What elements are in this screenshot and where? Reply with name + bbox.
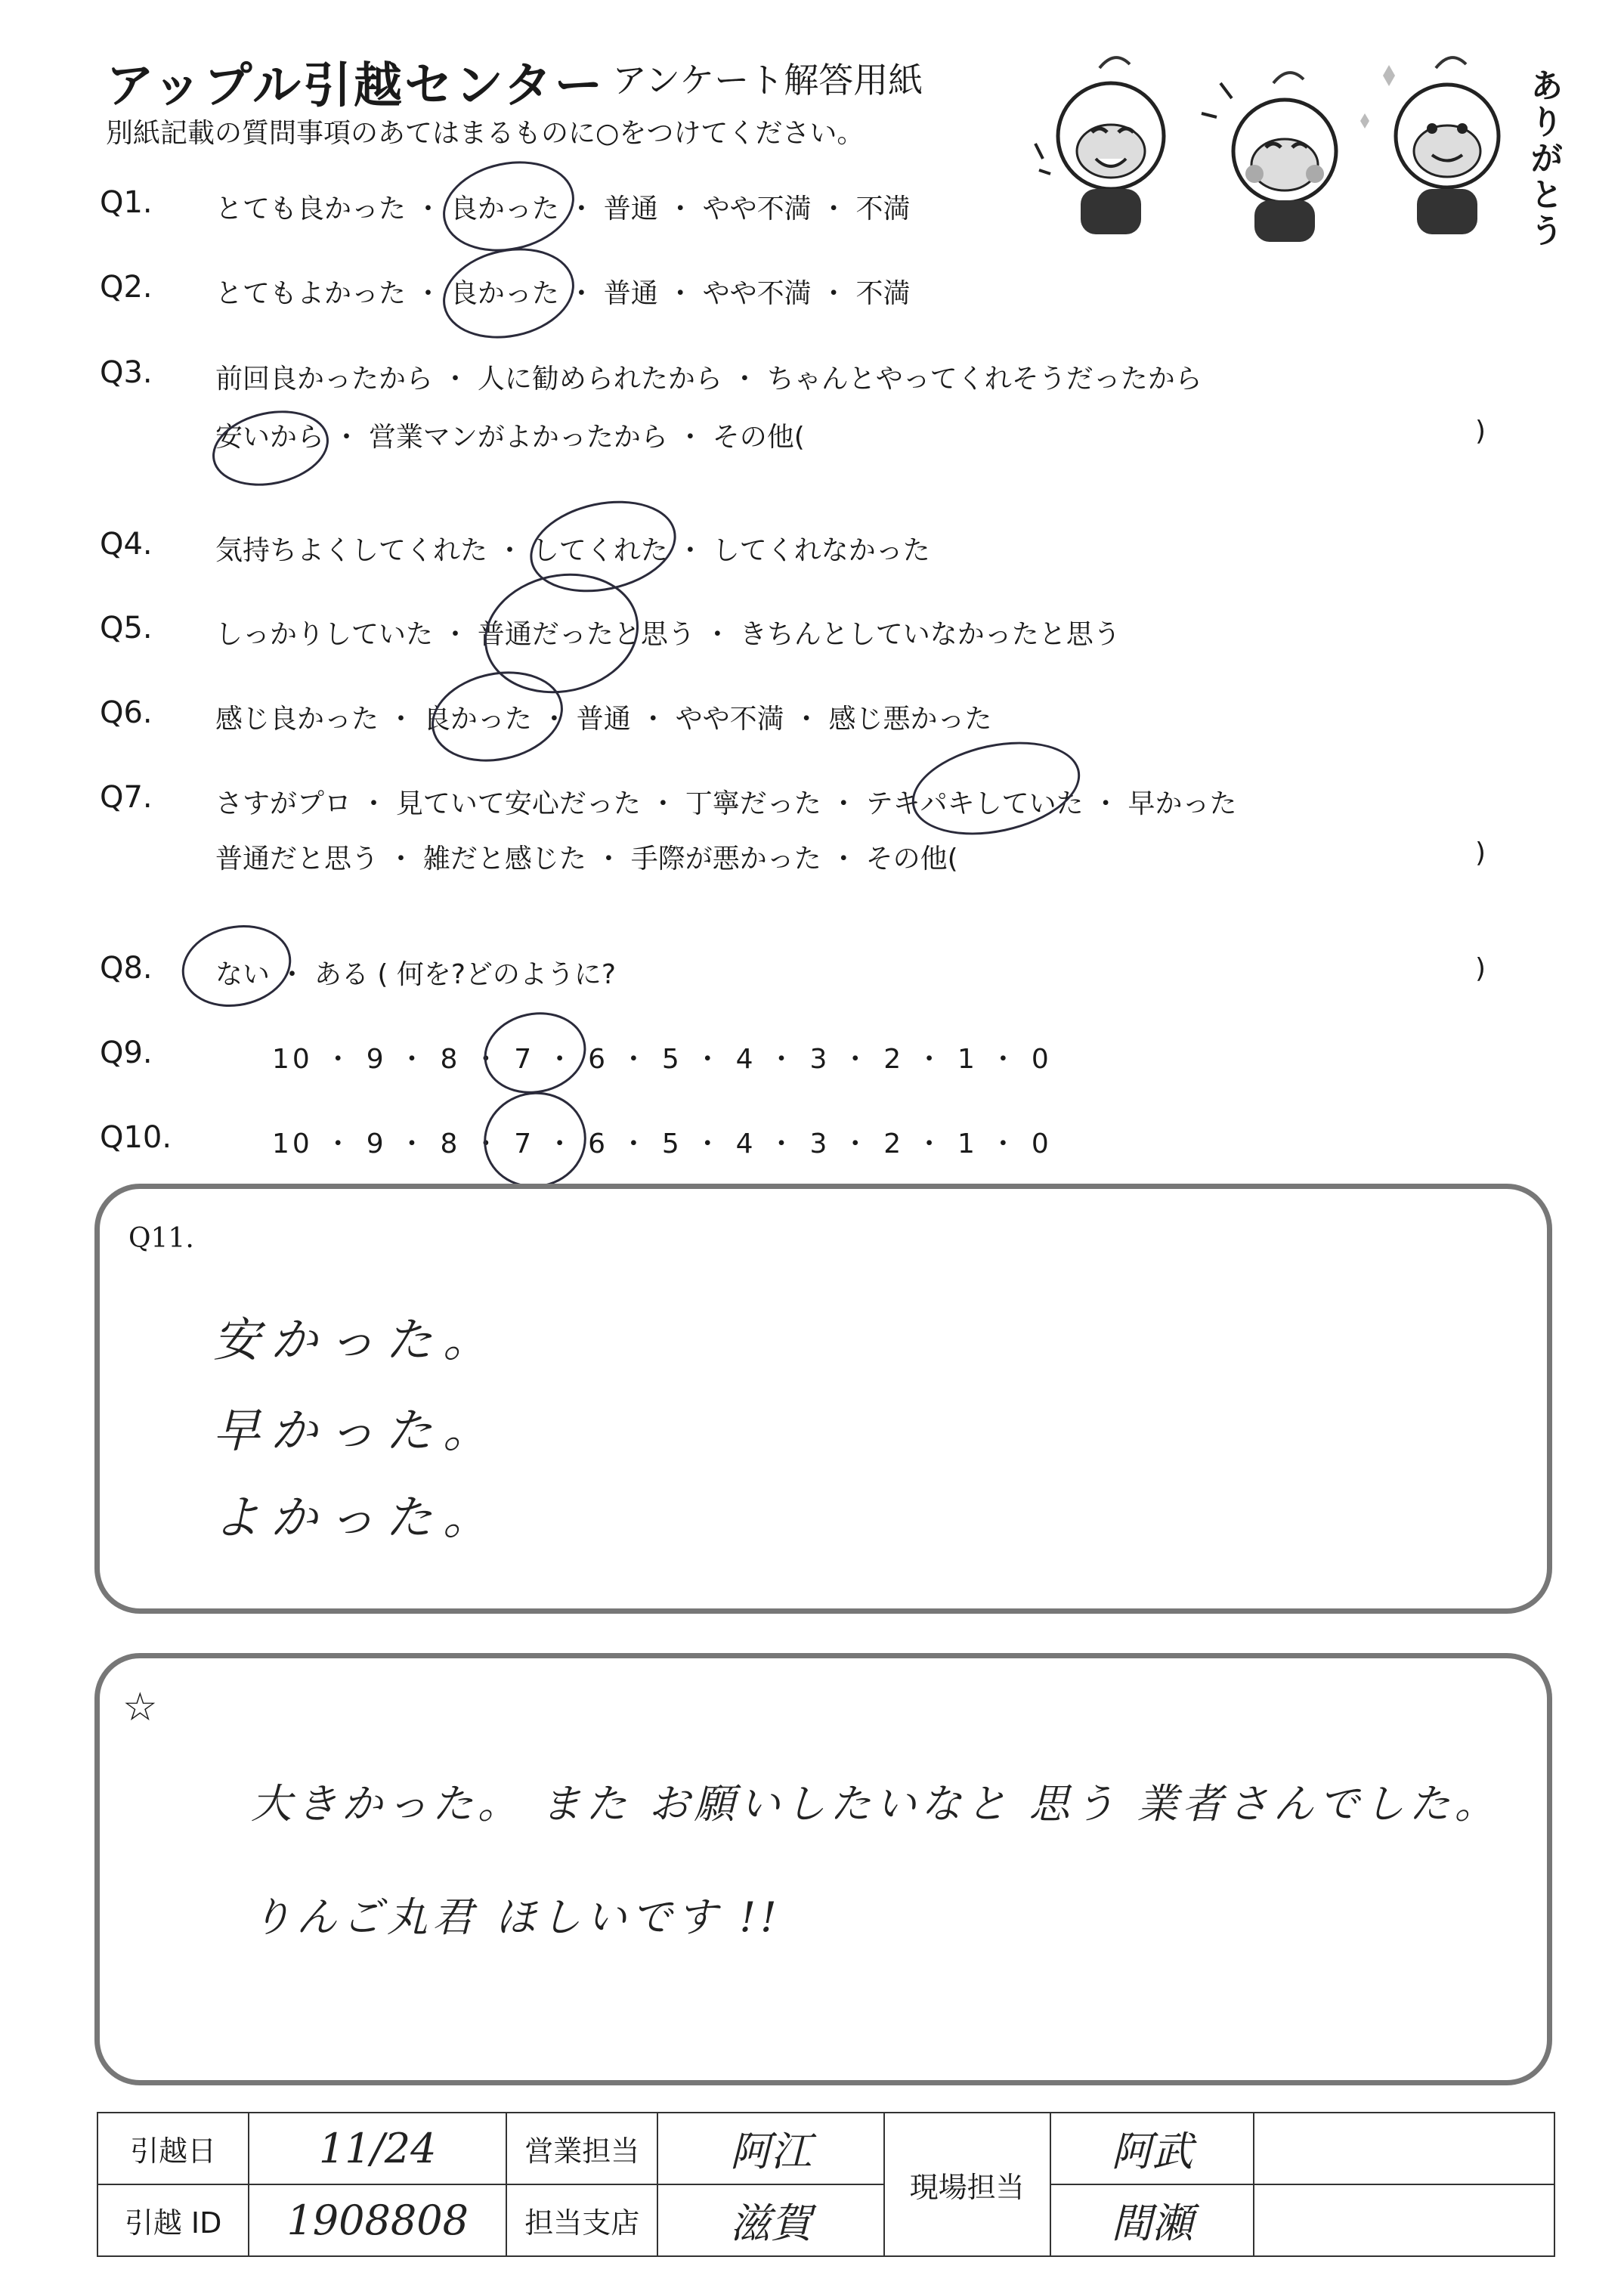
field-value-2[interactable]: 間瀬 bbox=[1050, 2184, 1254, 2256]
q1-answer-circle bbox=[435, 150, 583, 263]
field-label: 現場担当 bbox=[884, 2113, 1050, 2256]
comment-line2: りんご丸君 ほしいです !! bbox=[251, 1893, 781, 1941]
q11-label: Q11. bbox=[128, 1223, 194, 1254]
field-value-1[interactable]: 阿武 bbox=[1050, 2113, 1254, 2184]
sales-label: 営業担当 bbox=[506, 2113, 657, 2184]
q6-options[interactable]: 感じ良かった ・ 良かった ・ 普通 ・ やや不満 ・ 感じ悪かった bbox=[215, 704, 992, 735]
q7-label: Q7. bbox=[100, 780, 153, 815]
form-subtitle: アンケート解答用紙 bbox=[612, 60, 923, 101]
mascot-smiling-icon bbox=[1202, 73, 1336, 242]
q8-label: Q8. bbox=[100, 951, 153, 986]
q10-answer-circle bbox=[475, 1082, 595, 1197]
q10-label: Q10. bbox=[100, 1120, 172, 1155]
footer-info-table bbox=[97, 2112, 1555, 2257]
q4-options[interactable]: 気持ちよくしてくれた ・ してくれた ・ してくれなかった bbox=[215, 535, 930, 566]
q3-answer-circle bbox=[206, 401, 336, 496]
q8-options[interactable]: ない ・ ある ( 何を?どのように? bbox=[215, 959, 617, 990]
q7-options-line1[interactable]: さすがプロ ・ 見ていて安心だった ・ 丁寧だった ・ テキパキしていた ・ 早かった bbox=[215, 788, 1237, 819]
q5-label: Q5. bbox=[100, 611, 153, 645]
empty-cell-bottom bbox=[1254, 2184, 1554, 2256]
instruction-text: 別紙記載の質問事項のあてはまるものに○をつけてください。 bbox=[106, 118, 865, 149]
move-date-value[interactable]: 11/24 bbox=[249, 2113, 506, 2184]
q3-options-line2[interactable]: 安いから ・ 営業マンがよかったから ・ その他( bbox=[215, 422, 805, 453]
q2-answer-circle bbox=[435, 237, 583, 350]
move-id-label: 引越 ID bbox=[97, 2184, 249, 2256]
mascot-happy-icon bbox=[1360, 57, 1499, 234]
q7-answer-circle bbox=[903, 728, 1088, 849]
q1-options[interactable]: とても良かった ・ 良かった ・ 普通 ・ やや不満 ・ 不満 bbox=[215, 193, 911, 224]
comment-box[interactable] bbox=[94, 1653, 1552, 2085]
comment-line1: 大きかった。 また お願いしたいなと 思う 業者さんでした。 bbox=[251, 1780, 1500, 1828]
q2-options[interactable]: とてもよかった ・ 良かった ・ 普通 ・ やや不満 ・ 不満 bbox=[215, 278, 911, 309]
q3-label: Q3. bbox=[100, 355, 153, 390]
mascot-laughing-icon bbox=[1035, 57, 1164, 234]
sales-value[interactable]: 阿江 bbox=[657, 2113, 883, 2184]
q11-answer-line1: 安かった。 bbox=[213, 1312, 501, 1367]
q1-label: Q1. bbox=[100, 185, 153, 220]
q8-answer-circle bbox=[175, 915, 299, 1017]
move-date-label: 引越日 bbox=[97, 2113, 249, 2184]
star-icon: ☆ bbox=[122, 1685, 158, 1730]
branch-value[interactable]: 滋賀 bbox=[657, 2184, 883, 2256]
q7-options-line2[interactable]: 普通だと思う ・ 雑だと感じた ・ 手際が悪かった ・ その他( bbox=[215, 844, 958, 875]
q5-options[interactable]: しっかりしていた ・ 普通だったと思う ・ きちんとしていなかったと思う bbox=[215, 619, 1121, 650]
q9-scale[interactable]: 10 ・ 9 ・ 8 ・ 7 ・ 6 ・ 5 ・ 4 ・ 3 ・ 2 ・ 1 ・ 0 bbox=[272, 1044, 1052, 1075]
q11-answer-box[interactable] bbox=[94, 1184, 1552, 1614]
move-id-value[interactable]: 1908808 bbox=[249, 2184, 506, 2256]
q2-label: Q2. bbox=[100, 270, 153, 305]
q7-close-paren: ) bbox=[1475, 837, 1486, 868]
q9-answer-circle bbox=[476, 1003, 593, 1103]
q3-close-paren: ) bbox=[1475, 416, 1486, 447]
q3-options-line1[interactable]: 前回良かったから ・ 人に勧められたから ・ ちゃんとやってくれそうだったから bbox=[215, 364, 1202, 395]
q11-answer-line3: よかった。 bbox=[213, 1490, 501, 1545]
branch-label: 担当支店 bbox=[506, 2184, 657, 2256]
q9-label: Q9. bbox=[100, 1036, 153, 1070]
q8-close-paren: ) bbox=[1475, 953, 1486, 984]
thanks-text: ありがとう bbox=[1524, 68, 1563, 249]
form-title: アップル引越センター bbox=[106, 58, 605, 114]
q11-answer-line2: 早かった。 bbox=[213, 1403, 501, 1458]
q4-label: Q4. bbox=[100, 527, 153, 562]
apple-mascot-illustration bbox=[1028, 45, 1557, 249]
q10-scale[interactable]: 10 ・ 9 ・ 8 ・ 7 ・ 6 ・ 5 ・ 4 ・ 3 ・ 2 ・ 1 ・ 0 bbox=[272, 1128, 1052, 1159]
q6-label: Q6. bbox=[100, 695, 153, 730]
empty-cell-top bbox=[1254, 2113, 1554, 2184]
